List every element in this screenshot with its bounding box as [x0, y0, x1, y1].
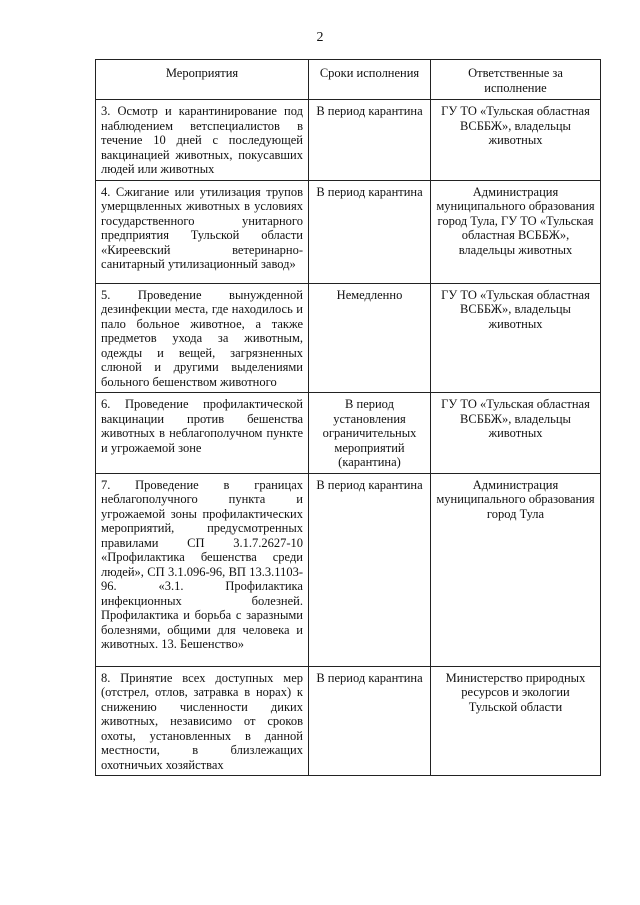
header-responsible: Ответственные за исполнение: [431, 60, 601, 100]
table-header-row: [96, 60, 601, 100]
responsible-cell: Администрация муниципального образования город Тула, ГУ ТО «Тульская областная ВСББЖ», владельцы животных: [431, 180, 601, 283]
table-row: [96, 393, 601, 474]
terms-cell: В период карантина: [309, 180, 431, 283]
table-row: [96, 283, 601, 393]
table-row: [96, 666, 601, 776]
responsible-cell: ГУ ТО «Тульская областная ВСББЖ», владельцы животных: [431, 100, 601, 181]
measure-cell: 4. Сжигание или утилизация трупов умерщвленных животных в условиях государственного унитарного предприятия Тульской области «Киреевский ветеринарно-санитарный утилизационный завод»: [96, 180, 309, 283]
terms-cell: В период карантина: [309, 473, 431, 666]
responsible-cell: Администрация муниципального образования город Тула: [431, 473, 601, 666]
measure-cell: 5. Проведение вынужденной дезинфекции места, где находилось и пало больное животное, а также предметов ухода за животным, одежды и вещей, загрязненных слюной и другими выделениями больного бешенством животного: [96, 283, 309, 393]
table-row: [96, 100, 601, 181]
page-number: 2: [316, 30, 324, 45]
table-row: [96, 180, 601, 283]
table-row: [96, 473, 601, 666]
measure-cell: 8. Принятие всех доступных мер (отстрел, отлов, затравка в норах) к снижению численности диких животных, независимо от сроков охоты, установленных в данной местности, в близлежащих охотничьих хозяйствах: [96, 666, 309, 776]
measure-cell: 6. Проведение профилактической вакцинации против бешенства животных в неблагополучном пункте и угрожаемой зоне: [96, 393, 309, 474]
measure-cell: 7. Проведение в границах неблагополучного пункта и угрожаемой зоны профилактических мероприятий, предусмотренных правилами СП 3.1.7.2627-10 «Профилактика бешенства среди людей», СП 3.1.096-96, ВП 13.3.1103-96. «3.1. Профилактика инфекционных болезней. Профилактика и борьба с заразными болезнями, общими для человека и животных. 13. Бешенство»: [96, 473, 309, 666]
terms-cell: Немедленно: [309, 283, 431, 393]
measure-cell: 3. Осмотр и карантинирование под наблюдением ветспециалистов в течение 10 дней с последующей вакцинацией животных, покусавших людей или животных: [96, 100, 309, 181]
terms-cell: В период карантина: [309, 666, 431, 776]
responsible-cell: ГУ ТО «Тульская областная ВСББЖ», владельцы животных: [431, 393, 601, 474]
header-terms: Сроки исполнения: [309, 60, 431, 100]
terms-cell: В период карантина: [309, 100, 431, 181]
measures-table: [95, 59, 601, 776]
responsible-cell: Министерство природных ресурсов и экологии Тульской области: [431, 666, 601, 776]
terms-cell: В период установления ограничительных мероприятий (карантина): [309, 393, 431, 474]
responsible-cell: ГУ ТО «Тульская областная ВСББЖ», владельцы животных: [431, 283, 601, 393]
header-measures: Мероприятия: [96, 60, 309, 100]
